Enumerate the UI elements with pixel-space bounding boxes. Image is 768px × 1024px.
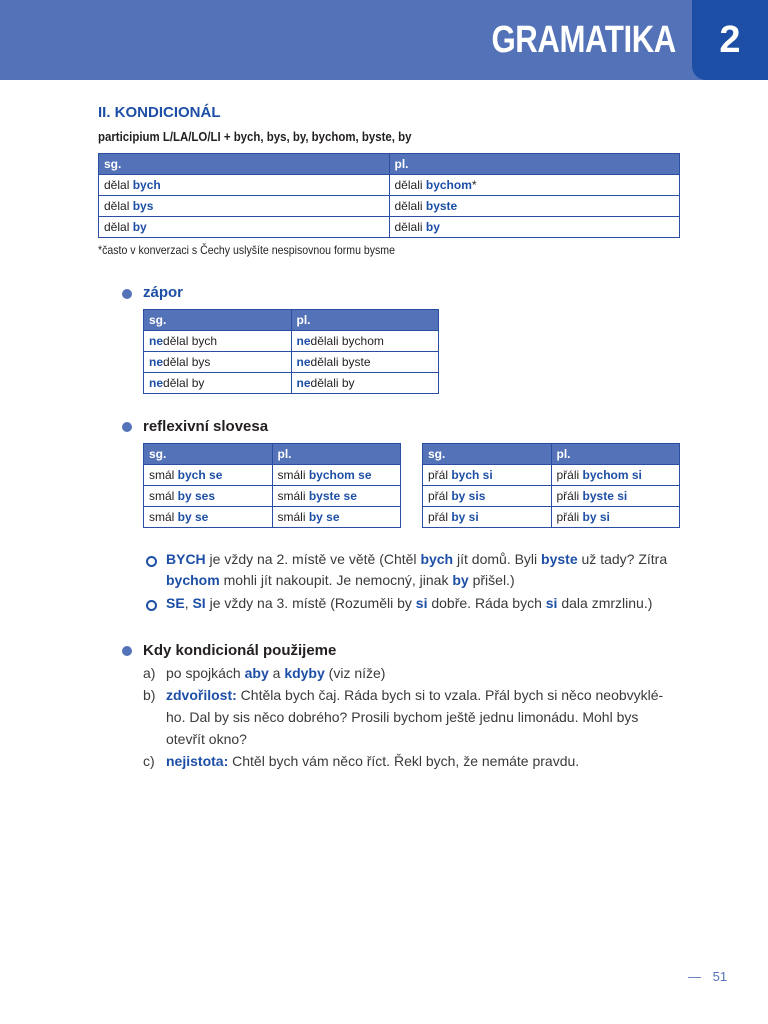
footnote: *často v konverzaci s Čechy uslyšíte nespisovnou formu bysme (98, 243, 395, 257)
ring-bullet-icon (146, 600, 157, 611)
highlight-text: si (415, 595, 428, 611)
table-cell (551, 507, 680, 528)
text-segment: , (184, 595, 193, 611)
table-cell (423, 486, 552, 507)
text-segment: dělal (104, 199, 133, 213)
usage-marker-a: a) (143, 665, 156, 681)
text-segment: Chtěl bych vám něco říct. Řekl bych, že nemáte pravdu. (228, 753, 580, 769)
table-row (144, 373, 439, 394)
highlight-text: by se (177, 510, 209, 524)
text-segment: dala zmrzlinu.) (557, 595, 653, 611)
table-row (99, 175, 680, 196)
highlight-text: bychom (425, 178, 472, 192)
column-header: sg. (423, 444, 552, 465)
column-header: pl. (551, 444, 680, 465)
page-number (688, 969, 727, 984)
table-cell (551, 465, 680, 486)
text-segment: už tady? Zítra (577, 551, 668, 567)
table-cell (423, 507, 552, 528)
text-segment: Chtěla bych čaj. Ráda bych si to vzala. Přál bych si něco neobvyklé- (236, 687, 664, 703)
column-header: pl. (389, 154, 680, 175)
usage-b-line2 (166, 709, 638, 725)
text-segment: jít domů. Byli (453, 551, 542, 567)
table-cell (272, 486, 401, 507)
text-segment: smál (149, 468, 178, 482)
text-segment: smáli (277, 468, 309, 482)
table-row (99, 217, 680, 238)
text-segment: přáli (556, 510, 583, 524)
zapor-label: zápor (143, 284, 184, 301)
text-segment: dělali byste (310, 355, 371, 369)
text-segment: ho. Dal by sis něco dobrého? Prosili bychom ještě jednu limonádu. Mohl bys (166, 709, 639, 725)
table-cell (423, 465, 552, 486)
text-segment: smáli (277, 489, 309, 503)
reflexive-label: reflexivní slovesa (143, 418, 269, 435)
highlight-text: kdyby (284, 665, 325, 681)
usage-label: Kdy kondicionál použijeme (143, 642, 337, 659)
text-segment: přál (428, 510, 452, 524)
highlight-text: SI (192, 595, 206, 611)
table-cell (389, 196, 680, 217)
table-cell (272, 507, 401, 528)
column-header: sg. (144, 310, 292, 331)
highlight-text: ne (296, 355, 311, 369)
table-cell (144, 465, 273, 486)
table-row (144, 331, 439, 352)
text-segment: mohli jít nakoupit. Je nemocný, jinak (219, 572, 453, 588)
table-header-row (144, 310, 439, 331)
highlight-text: byste si (582, 489, 628, 503)
highlight-text: by si (451, 510, 479, 524)
reflexive-se-table (143, 443, 401, 528)
highlight-text: aby (244, 665, 269, 681)
table-row (144, 507, 401, 528)
highlight-text: byste se (308, 489, 357, 503)
bullet-icon (122, 422, 132, 432)
highlight-text: ne (149, 376, 164, 390)
text-segment: dělali by (310, 376, 355, 390)
table-cell (99, 175, 390, 196)
highlight-text: byste (541, 551, 578, 567)
text-segment: dělal bych (163, 334, 218, 348)
table-row (99, 196, 680, 217)
text-segment: smál (149, 489, 178, 503)
column-header: pl. (291, 310, 439, 331)
text-segment: smál (149, 510, 178, 524)
highlight-text: BYCH (166, 551, 206, 567)
highlight-text: byste (425, 199, 458, 213)
text-segment: * (471, 178, 477, 192)
highlight-text: bych si (451, 468, 493, 482)
table-cell (291, 352, 439, 373)
highlight-text: by sis (451, 489, 486, 503)
text-segment: dělali (394, 178, 426, 192)
table-cell (144, 486, 273, 507)
text-segment: dělali bychom (310, 334, 384, 348)
conditional-table (98, 153, 680, 238)
bullet-icon (122, 289, 132, 299)
table-header-row (144, 444, 401, 465)
table-cell (389, 175, 680, 196)
table-cell (144, 507, 273, 528)
table-row (144, 465, 401, 486)
ring-bullet-icon (146, 556, 157, 567)
highlight-text: SE (166, 595, 185, 611)
chapter-number: 2 (692, 0, 768, 80)
usage-b-line1 (166, 687, 663, 703)
highlight-text: ne (296, 334, 311, 348)
table-cell (389, 217, 680, 238)
note-sesi (166, 595, 652, 611)
table-row (144, 486, 401, 507)
table-row (423, 507, 680, 528)
table-row (144, 352, 439, 373)
highlight-text: ne (149, 355, 164, 369)
highlight-text: by ses (177, 489, 216, 503)
highlight-text: zdvořilost: (166, 687, 237, 703)
text-segment: a (268, 665, 285, 681)
text-segment: dělal by (163, 376, 205, 390)
table-cell (291, 331, 439, 352)
highlight-text: by (425, 220, 440, 234)
column-header: sg. (144, 444, 273, 465)
text-segment: je vždy na 3. místě (Rozuměli by (205, 595, 416, 611)
table-cell (99, 196, 390, 217)
column-header: pl. (272, 444, 401, 465)
bullet-icon (122, 646, 132, 656)
highlight-text: bys (132, 199, 154, 213)
usage-c (166, 753, 579, 769)
text-segment: dělal bys (163, 355, 211, 369)
usage-marker-c: c) (143, 753, 155, 769)
text-segment: dělali (394, 199, 426, 213)
page-dash: — (688, 969, 701, 984)
header-title: GRAMATIKA (491, 19, 676, 61)
highlight-text: by (132, 220, 147, 234)
text-segment: smáli (277, 510, 309, 524)
highlight-text: nejistota: (166, 753, 229, 769)
table-row (423, 486, 680, 507)
highlight-text: by si (582, 510, 610, 524)
usage-b-line3 (166, 731, 247, 747)
text-segment: přáli (556, 489, 583, 503)
text-segment: přáli (556, 468, 583, 482)
usage-a (166, 665, 385, 681)
highlight-text: by se (308, 510, 340, 524)
usage-marker-b: b) (143, 687, 156, 703)
text-segment: je vždy na 2. místě ve větě (Chtěl (205, 551, 421, 567)
note-bych-line1 (166, 551, 667, 567)
page-header (0, 0, 768, 80)
text-segment: dělali (394, 220, 426, 234)
text-segment: přál (428, 468, 452, 482)
reflexive-si-table (422, 443, 680, 528)
table-cell (291, 373, 439, 394)
table-cell (144, 373, 292, 394)
negation-table (143, 309, 439, 394)
highlight-text: bychom se (308, 468, 372, 482)
highlight-text: bychom (166, 572, 220, 588)
highlight-text: by (452, 572, 469, 588)
column-header: sg. (99, 154, 390, 175)
highlight-text: ne (149, 334, 164, 348)
table-header-row (423, 444, 680, 465)
highlight-text: ne (296, 376, 311, 390)
highlight-text: bych se (177, 468, 223, 482)
table-row (423, 465, 680, 486)
note-bych-line2 (166, 572, 515, 588)
formula: participium L/LA/LO/LI + bych, bys, by, bychom, byste, by (98, 129, 412, 144)
text-segment: (viz níže) (324, 665, 386, 681)
text-segment: přál (428, 489, 452, 503)
table-header-row (99, 154, 680, 175)
table-cell (272, 465, 401, 486)
section-title: II. KONDICIONÁL (98, 104, 221, 121)
text-segment: přišel.) (468, 572, 515, 588)
text-segment: dobře. Ráda bych (427, 595, 546, 611)
highlight-text: bych (420, 551, 454, 567)
text-segment: otevřít okno? (166, 731, 247, 747)
table-cell (551, 486, 680, 507)
highlight-text: bych (132, 178, 161, 192)
highlight-text: si (545, 595, 558, 611)
table-cell (144, 352, 292, 373)
highlight-text: bychom si (582, 468, 642, 482)
text-segment: dělal (104, 220, 133, 234)
table-cell (144, 331, 292, 352)
page-number-value: 51 (712, 969, 728, 984)
text-segment: dělal (104, 178, 133, 192)
text-segment: po spojkách (166, 665, 245, 681)
table-cell (99, 217, 390, 238)
